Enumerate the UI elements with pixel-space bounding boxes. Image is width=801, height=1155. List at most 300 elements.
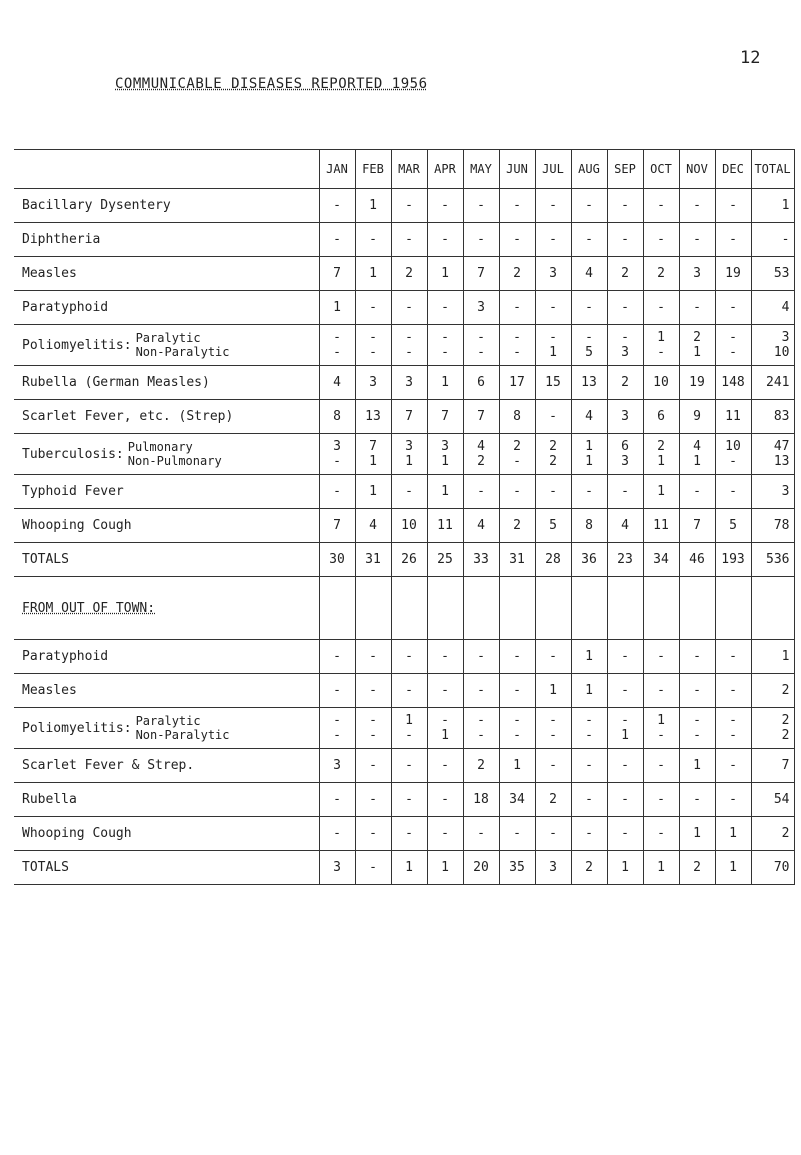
cell-value: -: [585, 728, 593, 743]
cell: [355, 434, 391, 475]
cell-value: 31: [365, 552, 381, 567]
cell: [319, 640, 355, 674]
cell: [391, 749, 427, 783]
cell-value: -: [477, 649, 485, 664]
cell: [463, 708, 499, 749]
cell: [643, 291, 679, 325]
cell-value: 2: [549, 792, 557, 807]
month-header: [463, 150, 499, 189]
empty-cell: [751, 577, 794, 640]
month-label: MAY: [470, 162, 492, 176]
cell-value: 1: [693, 345, 701, 360]
cell-value: 36: [581, 552, 597, 567]
section-title-row: [14, 577, 794, 640]
cell: [679, 817, 715, 851]
cell-value: 20: [473, 860, 489, 875]
cell-value: 2: [781, 683, 790, 698]
cell-value: 26: [401, 552, 417, 567]
cell-value: -: [693, 484, 701, 499]
cell: [679, 708, 715, 749]
month-label: AUG: [578, 162, 600, 176]
cell: [607, 674, 643, 708]
cell: [607, 189, 643, 223]
cell: [355, 366, 391, 400]
group-name: Poliomyelitis:: [22, 337, 132, 353]
month-header: [535, 150, 571, 189]
cell-value: 241: [766, 375, 790, 390]
cell: [499, 640, 535, 674]
cell: [391, 475, 427, 509]
cell: [391, 674, 427, 708]
cell-value: 1: [549, 683, 557, 698]
cell: [319, 674, 355, 708]
cell: [571, 189, 607, 223]
cell-value: 1: [585, 683, 593, 698]
out-of-town-row: [14, 708, 794, 749]
cell-stack: [644, 330, 679, 360]
disease-row: [14, 543, 794, 577]
cell-value: 34: [653, 552, 669, 567]
cell: [319, 291, 355, 325]
cell-value: 11: [437, 518, 453, 533]
cell-value: 1: [369, 266, 377, 281]
cell: [571, 257, 607, 291]
cell: [499, 434, 535, 475]
cell-stack: [536, 439, 571, 469]
cell: [607, 325, 643, 366]
row-name: Paratyphoid: [22, 300, 109, 315]
cell-value: -: [549, 484, 557, 499]
cell: [535, 223, 571, 257]
cell: [571, 708, 607, 749]
cell: [715, 783, 751, 817]
cell-value: -: [693, 300, 701, 315]
cell: [643, 366, 679, 400]
cell: [427, 640, 463, 674]
cell-value: -: [729, 232, 737, 247]
cell: [643, 257, 679, 291]
cell-value: 3: [781, 484, 790, 499]
cell-value: 2: [513, 266, 521, 281]
month-label: TOTAL: [754, 162, 791, 176]
cell-value: -: [621, 683, 629, 698]
cell-value: 10: [725, 439, 741, 454]
cell-value: 2: [477, 758, 485, 773]
cell-total: [751, 708, 794, 749]
cell: [535, 509, 571, 543]
cell-value: 1: [513, 758, 521, 773]
cell-value: 13: [365, 409, 381, 424]
cell: [535, 640, 571, 674]
cell: [715, 257, 751, 291]
cell-stack: [572, 439, 607, 469]
row-label: [14, 434, 319, 475]
cell: [715, 223, 751, 257]
row-label: [14, 708, 319, 749]
cell-value: -: [477, 330, 485, 345]
cell-value: -: [549, 826, 557, 841]
cell: [535, 366, 571, 400]
cell-value: 7: [693, 518, 701, 533]
row-name: Measles: [22, 683, 77, 698]
cell: [499, 257, 535, 291]
cell-value: 33: [473, 552, 489, 567]
cell-value: -: [513, 345, 521, 360]
cell-total: [751, 851, 794, 885]
disease-row: [14, 475, 794, 509]
cell-value: 35: [509, 860, 525, 875]
cell: [427, 400, 463, 434]
cell-value: -: [513, 649, 521, 664]
cell: [715, 509, 751, 543]
cell-stack: [644, 713, 679, 743]
row-label: [14, 223, 319, 257]
cell-value: -: [513, 826, 521, 841]
cell: [427, 223, 463, 257]
cell: [643, 509, 679, 543]
cell-value: -: [549, 198, 557, 213]
cell: [679, 749, 715, 783]
cell-value: -: [549, 758, 557, 773]
cell: [571, 366, 607, 400]
cell: [643, 783, 679, 817]
cell-value: 3: [441, 439, 449, 454]
month-header: [679, 150, 715, 189]
cell-value: -: [441, 683, 449, 698]
cell-value: 1: [621, 728, 629, 743]
cell-value: -: [477, 713, 485, 728]
empty-cell: [319, 577, 355, 640]
month-label: SEP: [614, 162, 636, 176]
cell-value: -: [441, 758, 449, 773]
cell-value: -: [369, 826, 377, 841]
cell-value: -: [729, 758, 737, 773]
cell: [391, 543, 427, 577]
cell-value: -: [441, 792, 449, 807]
cell-value: 1: [585, 649, 593, 664]
cell: [391, 640, 427, 674]
row-label: [14, 400, 319, 434]
disease-row: [14, 325, 794, 366]
cell-value: -: [693, 198, 701, 213]
cell-value: 19: [689, 375, 705, 390]
cell: [679, 257, 715, 291]
cell-value: 83: [773, 409, 790, 424]
empty-cell: [607, 577, 643, 640]
cell: [427, 509, 463, 543]
cell-value: 1: [441, 266, 449, 281]
cell-value: -: [405, 758, 413, 773]
cell-value: -: [657, 792, 665, 807]
row-name: Paratyphoid: [22, 649, 109, 664]
cell-stack: [752, 439, 790, 469]
cell-value: -: [477, 232, 485, 247]
cell-value: -: [405, 683, 413, 698]
row-label: [14, 366, 319, 400]
cell: [679, 640, 715, 674]
cell-value: 70: [773, 860, 790, 875]
cell-stack: [608, 439, 643, 469]
row-name: Whooping Cough: [22, 826, 132, 841]
cell-value: 4: [621, 518, 629, 533]
cell: [463, 783, 499, 817]
cell-stack: [680, 330, 715, 360]
cell: [391, 708, 427, 749]
cell: [319, 509, 355, 543]
cell-value: 1: [405, 860, 413, 875]
month-label: APR: [434, 162, 456, 176]
cell: [355, 749, 391, 783]
cell-value: 3: [621, 454, 629, 469]
cell: [355, 543, 391, 577]
cell: [319, 543, 355, 577]
cell-value: -: [729, 345, 737, 360]
cell-value: -: [657, 826, 665, 841]
row-label: [14, 640, 319, 674]
cell: [463, 817, 499, 851]
month-label: NOV: [686, 162, 708, 176]
cell-value: -: [621, 300, 629, 315]
cell: [355, 291, 391, 325]
cell-value: -: [405, 484, 413, 499]
cell-value: -: [693, 792, 701, 807]
cell-stack: [428, 330, 463, 360]
cell: [499, 851, 535, 885]
cell: [499, 509, 535, 543]
sub-label: Non-Pulmonary: [127, 454, 222, 468]
cell: [715, 400, 751, 434]
cell-value: 11: [653, 518, 669, 533]
row-label: [14, 749, 319, 783]
cell-value: 10: [773, 345, 790, 360]
month-label: DEC: [722, 162, 744, 176]
cell-value: -: [369, 683, 377, 698]
cell: [391, 223, 427, 257]
cell: [355, 400, 391, 434]
cell: [463, 189, 499, 223]
disease-table: [14, 149, 795, 885]
sub-label: Paralytic: [135, 331, 201, 345]
cell-value: 23: [617, 552, 633, 567]
cell: [355, 817, 391, 851]
cell-value: 13: [773, 454, 790, 469]
empty-cell: [391, 577, 427, 640]
cell-value: -: [585, 826, 593, 841]
sub-label: Paralytic: [135, 714, 201, 728]
cell: [391, 851, 427, 885]
cell-value: 7: [369, 439, 377, 454]
cell: [571, 434, 607, 475]
cell: [463, 223, 499, 257]
cell: [463, 366, 499, 400]
cell-value: 6: [657, 409, 665, 424]
cell-value: -: [549, 300, 557, 315]
cell: [715, 366, 751, 400]
cell-total: [751, 400, 794, 434]
cell-stack: [464, 713, 499, 743]
cell-value: 2: [781, 728, 790, 743]
out-of-town-row: [14, 783, 794, 817]
cell: [355, 509, 391, 543]
cell: [571, 475, 607, 509]
cell-value: 5: [549, 518, 557, 533]
cell-stack: [716, 439, 751, 469]
cell: [715, 434, 751, 475]
cell-value: -: [657, 649, 665, 664]
cell: [427, 851, 463, 885]
cell-value: 2: [781, 826, 790, 841]
cell-stack: [572, 330, 607, 360]
cell-value: -: [585, 198, 593, 213]
group-label: [22, 440, 319, 468]
cell-value: 193: [721, 552, 745, 567]
disease-row: [14, 257, 794, 291]
cell-value: 4: [477, 439, 485, 454]
cell: [391, 783, 427, 817]
cell-value: 1: [441, 860, 449, 875]
cell-stack: [536, 330, 571, 360]
cell-value: -: [333, 713, 341, 728]
cell: [391, 509, 427, 543]
cell-value: 7: [477, 266, 485, 281]
sub-labels: [128, 440, 222, 468]
out-of-town-row: [14, 851, 794, 885]
cell-value: -: [333, 330, 341, 345]
cell: [571, 851, 607, 885]
cell: [679, 509, 715, 543]
cell: [535, 291, 571, 325]
cell: [463, 509, 499, 543]
cell: [715, 325, 751, 366]
cell: [427, 434, 463, 475]
cell-value: 1: [369, 198, 377, 213]
empty-cell: [535, 577, 571, 640]
disease-row: [14, 400, 794, 434]
month-header: [607, 150, 643, 189]
cell: [319, 223, 355, 257]
cell-value: 1: [405, 454, 413, 469]
cell: [679, 475, 715, 509]
cell-value: -: [657, 683, 665, 698]
cell-value: -: [729, 728, 737, 743]
cell-value: -: [405, 728, 413, 743]
cell-stack: [356, 330, 391, 360]
cell: [715, 817, 751, 851]
cell: [607, 366, 643, 400]
cell-value: -: [513, 713, 521, 728]
month-header: [355, 150, 391, 189]
cell-stack: [608, 713, 643, 743]
month-header: [499, 150, 535, 189]
cell: [715, 291, 751, 325]
cell: [427, 475, 463, 509]
row-name: Measles: [22, 266, 77, 281]
cell-value: 2: [549, 439, 557, 454]
cell-stack: [608, 330, 643, 360]
cell: [463, 400, 499, 434]
group-label: [22, 714, 319, 742]
row-label: [14, 674, 319, 708]
cell: [355, 257, 391, 291]
row-label: [14, 475, 319, 509]
cell-value: 2: [657, 266, 665, 281]
cell-value: -: [621, 758, 629, 773]
cell: [643, 640, 679, 674]
group-label: [22, 331, 319, 359]
cell: [679, 783, 715, 817]
cell-value: 4: [585, 266, 593, 281]
cell-value: -: [693, 232, 701, 247]
cell-stack: [500, 713, 535, 743]
cell-value: 3: [621, 345, 629, 360]
cell-value: 2: [621, 266, 629, 281]
cell-value: 4: [369, 518, 377, 533]
row-label: [14, 851, 319, 885]
cell-total: [751, 817, 794, 851]
cell: [535, 543, 571, 577]
cell-value: -: [477, 728, 485, 743]
disease-row: [14, 366, 794, 400]
page-title: COMMUNICABLE DISEASES REPORTED 1956: [115, 76, 428, 92]
cell: [679, 325, 715, 366]
cell-value: 1: [441, 375, 449, 390]
cell-value: -: [369, 792, 377, 807]
cell: [715, 749, 751, 783]
cell-value: 47: [773, 439, 790, 454]
cell-value: -: [477, 683, 485, 698]
cell: [535, 475, 571, 509]
row-label: [14, 543, 319, 577]
cell-value: -: [369, 649, 377, 664]
cell: [643, 708, 679, 749]
cell-value: 2: [781, 713, 790, 728]
cell-stack: [680, 439, 715, 469]
cell-value: -: [477, 198, 485, 213]
cell: [463, 851, 499, 885]
cell: [643, 817, 679, 851]
cell-value: -: [333, 198, 341, 213]
cell-value: 1: [585, 454, 593, 469]
cell-total: [751, 291, 794, 325]
cell: [427, 543, 463, 577]
cell-value: -: [441, 300, 449, 315]
month-header: [427, 150, 463, 189]
row-name: TOTALS: [22, 860, 69, 875]
cell-value: 1: [621, 860, 629, 875]
cell: [643, 400, 679, 434]
cell-value: 2: [513, 439, 521, 454]
month-label: OCT: [650, 162, 672, 176]
cell-value: 11: [725, 409, 741, 424]
cell-total: [751, 509, 794, 543]
cell-value: -: [621, 826, 629, 841]
cell-value: -: [781, 232, 790, 247]
cell-value: -: [729, 792, 737, 807]
row-label: [14, 509, 319, 543]
cell-value: 1: [657, 713, 665, 728]
cell-value: -: [369, 345, 377, 360]
cell: [427, 749, 463, 783]
cell: [427, 325, 463, 366]
cell: [571, 400, 607, 434]
empty-cell: [427, 577, 463, 640]
cell: [643, 475, 679, 509]
cell: [535, 817, 571, 851]
cell: [535, 749, 571, 783]
cell: [571, 543, 607, 577]
cell: [355, 325, 391, 366]
cell: [499, 223, 535, 257]
